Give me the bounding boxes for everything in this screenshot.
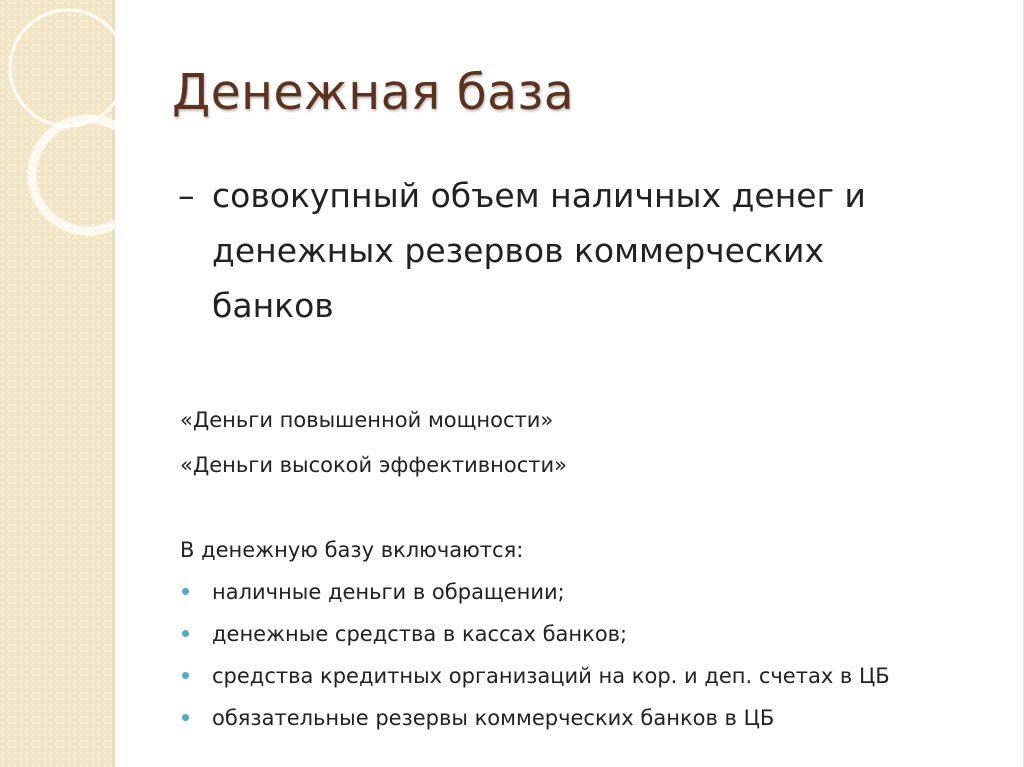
list-intro: В денежную базу включаются: (180, 538, 524, 562)
list-item (180, 701, 890, 743)
list-item-text: средства кредитных организаций на кор. и деп. счетах в ЦБ (212, 664, 890, 688)
bullet-dot-icon (182, 714, 189, 721)
slide-title: Денежная база (172, 64, 575, 121)
bullet-list (180, 575, 890, 743)
decorative-circle-upper (10, 10, 126, 126)
alias-2: «Деньги высокой эффективности» (180, 453, 567, 477)
alias-1: «Деньги повышенной мощности» (180, 408, 554, 432)
definition-line-3: банков (212, 286, 334, 325)
decorative-circle-lower (32, 119, 130, 231)
list-item-text: обязательные резервы коммерческих банков в ЦБ (212, 706, 775, 730)
bullet-dot-icon (182, 672, 189, 679)
definition-line-2: денежных резервов коммерческих (212, 231, 825, 270)
list-item-text: наличные деньги в обращении; (212, 580, 565, 604)
definition-block (178, 168, 998, 333)
definition-line-1 (178, 168, 998, 223)
decorative-circles (0, 0, 130, 250)
bullet-dot-icon (182, 588, 189, 595)
list-item (180, 575, 890, 617)
list-item (180, 617, 890, 659)
definition-dash: – (178, 176, 195, 215)
definition-text-1: совокупный объем наличных денег и (212, 176, 866, 215)
list-item (180, 659, 890, 701)
bullet-dot-icon (182, 630, 189, 637)
list-item-text: денежные средства в кассах банков; (212, 622, 628, 646)
